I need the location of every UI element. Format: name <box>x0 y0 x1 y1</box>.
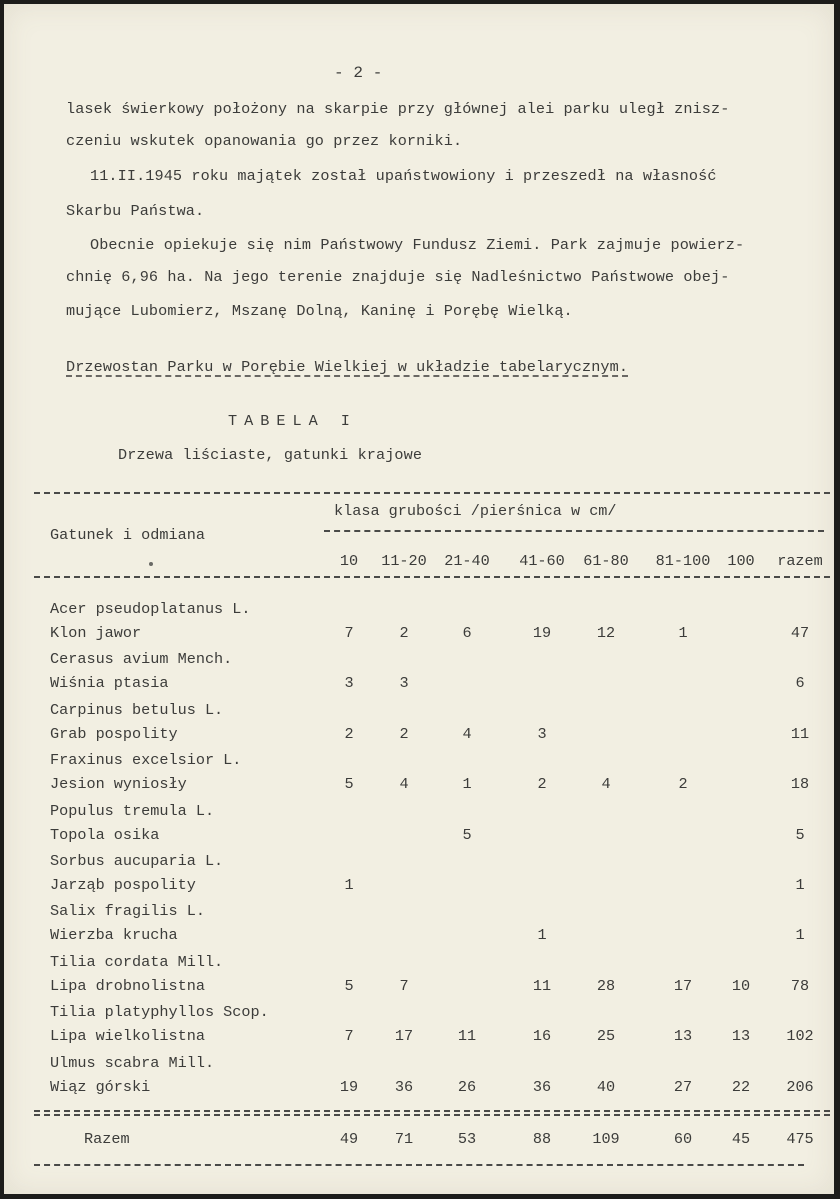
table-cell: 2 <box>537 775 547 794</box>
column-header: 100 <box>727 552 755 570</box>
species-latin-name: Tilia cordata Mill. <box>50 952 224 971</box>
species-polish-name: Wierzba krucha <box>50 926 178 945</box>
total-cell: 45 <box>731 1130 751 1148</box>
table-title: TABELA I <box>228 412 357 430</box>
page-number: - 2 - <box>334 64 383 82</box>
table-cell: 2 <box>678 775 688 794</box>
table-cell: 5 <box>462 825 472 844</box>
table-cell: 78 <box>790 976 810 995</box>
species-latin-name: Tilia platyphyllos Scop. <box>50 1003 269 1022</box>
species-polish-name: Lipa drobnolistna <box>50 976 205 995</box>
total-cell: 49 <box>339 1130 359 1148</box>
species-polish-name: Jesion wyniosły <box>50 775 187 794</box>
table-cell: 11 <box>457 1027 477 1046</box>
table-rule-bottom <box>34 1110 830 1112</box>
table-rule-end <box>34 1164 804 1166</box>
table-cell: 6 <box>795 674 805 693</box>
table-cell: 2 <box>399 624 409 642</box>
table-cell: 18 <box>790 775 810 794</box>
ink-dot <box>149 562 153 566</box>
column-header: razem <box>777 552 823 570</box>
table-cell: 7 <box>344 1027 354 1046</box>
total-cell: 475 <box>786 1130 814 1148</box>
table-cell: 3 <box>399 674 409 693</box>
table-cell: 5 <box>795 825 805 844</box>
species-polish-name: Wiśnia ptasia <box>50 674 169 693</box>
table-rule-bottom-double <box>34 1114 830 1116</box>
table-cell: 11 <box>790 724 810 743</box>
table-cell: 36 <box>532 1077 552 1096</box>
table-rule-header <box>34 576 830 578</box>
table-cell: 1 <box>795 876 805 894</box>
table-cell: 17 <box>394 1027 414 1046</box>
document-page <box>4 4 834 1194</box>
species-latin-name: Cerasus avium Mench. <box>50 650 233 669</box>
species-latin-name: Salix fragilis L. <box>50 902 205 921</box>
species-header: Gatunek i odmiana <box>50 526 205 544</box>
column-header: 81-100 <box>655 552 711 570</box>
table-cell: 36 <box>394 1077 414 1096</box>
table-rule-top <box>34 492 830 494</box>
paragraph-line: czeniu wskutek opanowania go przez korniki. <box>66 132 463 150</box>
table-cell: 1 <box>344 876 354 894</box>
paragraph-line: Obecnie opiekuje się nim Państwowy Fundusz Ziemi. Park zajmuje powierz- <box>90 236 745 254</box>
paragraph-line: chnię 6,96 ha. Na jego terenie znajduje się Nadleśnictwo Państwowe obej- <box>66 268 730 286</box>
column-header: 61-80 <box>583 552 629 570</box>
paragraph-line: Skarbu Państwa. <box>66 202 205 220</box>
table-cell: 4 <box>399 775 409 794</box>
species-polish-name: Lipa wielkolistna <box>50 1027 205 1046</box>
species-latin-name: Populus tremula L. <box>50 801 215 820</box>
paragraph-line: 11.II.1945 roku majątek został upaństwowiony i przeszedł na własność <box>90 167 717 185</box>
table-cell: 13 <box>731 1027 751 1046</box>
column-header: 41-60 <box>519 552 565 570</box>
total-label: Razem <box>84 1130 130 1148</box>
table-cell: 28 <box>596 976 616 995</box>
table-cell: 4 <box>601 775 611 794</box>
table-cell: 206 <box>786 1077 814 1096</box>
table-cell: 1 <box>462 775 472 794</box>
column-header: 11-20 <box>381 552 427 570</box>
column-header: 10 <box>339 552 359 570</box>
species-latin-name: Ulmus scabra Mill. <box>50 1053 215 1072</box>
table-cell: 19 <box>532 624 552 642</box>
species-latin-name: Sorbus aucuparia L. <box>50 852 224 870</box>
table-cell: 40 <box>596 1077 616 1096</box>
class-header: klasa grubości /pierśnica w cm/ <box>334 502 617 520</box>
species-polish-name: Grab pospolity <box>50 724 178 743</box>
total-cell: 88 <box>532 1130 552 1148</box>
table-cell: 17 <box>673 976 693 995</box>
paragraph-line: lasek świerkowy położony na skarpie przy głównej alei parku uległ znisz- <box>66 100 730 118</box>
total-cell: 109 <box>592 1130 620 1148</box>
table-cell: 27 <box>673 1077 693 1096</box>
table-cell: 7 <box>399 976 409 995</box>
table-cell: 3 <box>344 674 354 693</box>
species-latin-name: Acer pseudoplatanus L. <box>50 600 251 618</box>
species-polish-name: Klon jawor <box>50 624 142 642</box>
table-cell: 47 <box>790 624 810 642</box>
table-cell: 102 <box>786 1027 814 1046</box>
table-cell: 4 <box>462 724 472 743</box>
table-cell: 16 <box>532 1027 552 1046</box>
table-cell: 6 <box>462 624 472 642</box>
table-cell: 10 <box>731 976 751 995</box>
species-polish-name: Wiąz górski <box>50 1077 151 1096</box>
species-latin-name: Carpinus betulus L. <box>50 700 224 719</box>
table-cell: 22 <box>731 1077 751 1096</box>
table-cell: 25 <box>596 1027 616 1046</box>
species-polish-name: Topola osika <box>50 825 160 844</box>
total-cell: 53 <box>457 1130 477 1148</box>
table-cell: 19 <box>339 1077 359 1096</box>
table-cell: 5 <box>344 775 354 794</box>
table-cell: 2 <box>399 724 409 743</box>
table-cell: 5 <box>344 976 354 995</box>
table-subtitle: Drzewa liściaste, gatunki krajowe <box>118 446 423 464</box>
table-cell: 1 <box>537 926 547 945</box>
total-cell: 71 <box>394 1130 414 1148</box>
table-rule-class <box>324 530 824 532</box>
table-cell: 2 <box>344 724 354 743</box>
species-polish-name: Jarząb pospolity <box>50 876 196 894</box>
table-cell: 3 <box>537 724 547 743</box>
species-latin-name: Fraxinus excelsior L. <box>50 751 242 770</box>
table-cell: 1 <box>678 624 688 642</box>
table-cell: 11 <box>532 976 552 995</box>
paragraph-line: mujące Lubomierz, Mszanę Dolną, Kaninę i Porębę Wielką. <box>66 302 573 320</box>
section-heading: Drzewostan Parku w Porębie Wielkiej w układzie tabelarycznym. <box>66 358 629 376</box>
total-cell: 60 <box>673 1130 693 1148</box>
table-cell: 12 <box>596 624 616 642</box>
table-cell: 1 <box>795 926 805 945</box>
column-header: 21-40 <box>444 552 490 570</box>
table-cell: 13 <box>673 1027 693 1046</box>
table-cell: 7 <box>344 624 354 642</box>
table-cell: 26 <box>457 1077 477 1096</box>
